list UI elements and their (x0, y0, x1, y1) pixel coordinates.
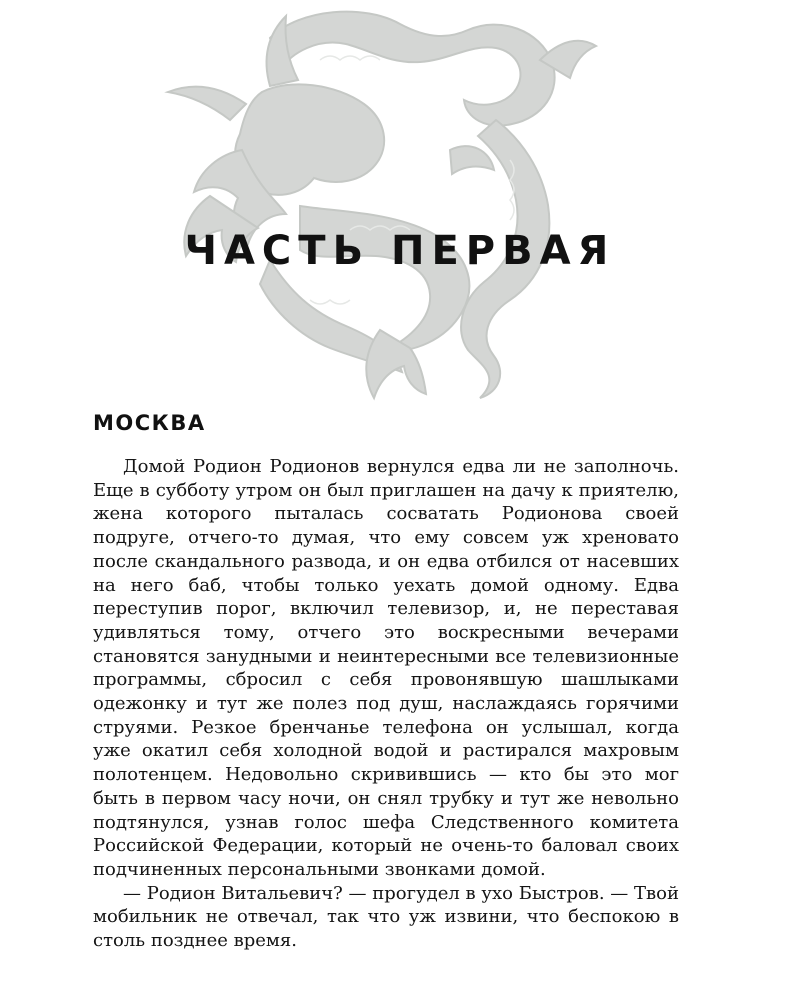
body-text (93, 455, 679, 953)
dragon-icon (150, 0, 600, 410)
paragraph: Домой Родион Родионов вернулся едва ли не заполночь. Еще в субботу утром он был приглашен на дачу к приятелю, жена которого пыталась сосватать Родионова своей подруге, отчего-то думая, что ему совсем уж хреновато после скандального развода, и он едва отбился от насевших на него баб, чтобы только уехать домой одному. Едва переступив порог, включил телевизор, и, не переставая удивляться тому, отчего это воскресными вечерами становятся занудными и неинтересными все телевизионные программы, сбросил с себя провонявшую шашлыками одежонку и тут же полез под душ, наслаждаясь горячими струями. Резкое бренчанье телефона он услышал, когда уже окатил себя холодной водой и растирался махровым полотенцем. Недовольно скривившись — кто бы это мог быть в первом часу ночи, он снял трубку и тут же невольно подтянулся, узнав голос шефа Следственного комитета Российской Федерации, который не очень-то баловал своих подчиненных персональными звонками домой. (93, 456, 679, 880)
chapter-title: МОСКВА (93, 411, 206, 435)
part-title: ЧАСТЬ ПЕРВАЯ (184, 228, 616, 274)
paragraph: — Родион Витальевич? — прогудел в ухо Быстров. — Твой мобильник не отвечал, так что уж извини, что беспокою в столь позднее время. (93, 882, 679, 952)
